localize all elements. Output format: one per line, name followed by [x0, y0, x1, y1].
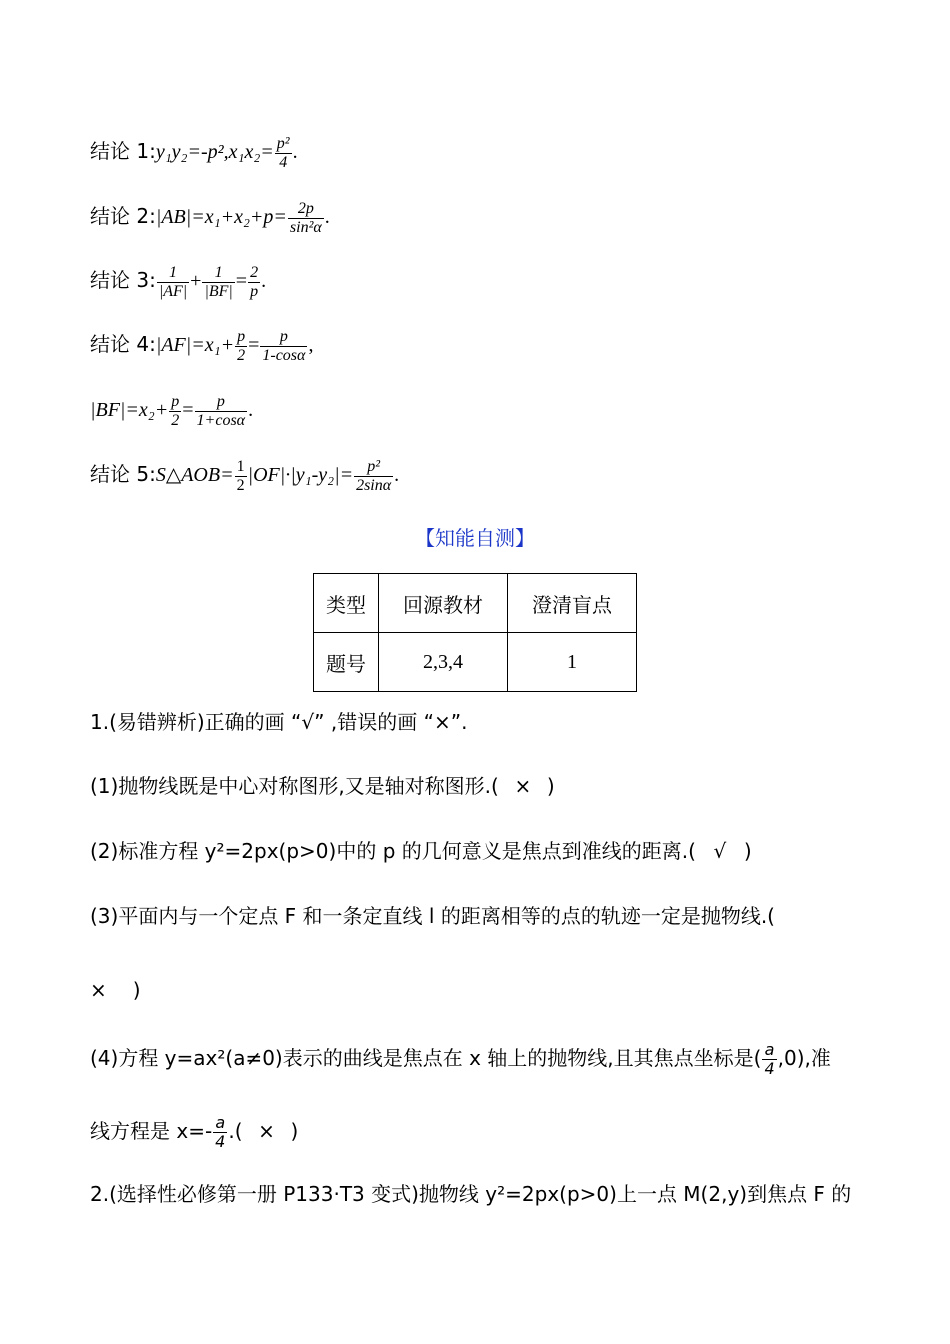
formula-text: |BF|=x₂+	[90, 399, 169, 422]
answer-mark: ×	[258, 1119, 275, 1143]
fraction: $\frac{1}{2}$	[236, 458, 245, 494]
conclusion-5: 结论 5:S△AOB= $\frac{1}{2}$ |OF|·|y₁-y₂|= $\frac{\text{p²}}{2\sin\alpha}$ .	[90, 458, 400, 494]
answer-mark: ×	[90, 978, 107, 1002]
formula-text: y₁y₂=-p²,x₁x₂=	[155, 141, 274, 164]
question-type-table	[313, 573, 637, 692]
conclusion-1: 结论 1:y₁y₂=-p²,x₁x₂= $\frac{\text{p²}}{4}$ .	[90, 135, 298, 171]
fraction: $\frac{\text{p²}}{2\sin\alpha}$	[356, 458, 392, 494]
fraction: $\frac{2}{p}$	[250, 264, 259, 300]
fraction: $\frac{p}{1-\cos\alpha}$	[262, 328, 306, 364]
answer-mark: √	[713, 839, 727, 863]
conclusion-label: 结论 5:	[90, 462, 156, 487]
fraction: $\frac{1}{|AF|}$	[158, 264, 188, 300]
question-1-item-2: (2)标准方程 y²=2px(p>0)中的 p 的几何意义是焦点到准线的距离.( √ )	[90, 839, 752, 863]
fraction: $\frac{2p}{\text{sin²α}}$	[289, 200, 322, 236]
question-2: 2.(选择性必修第一册 P133·T3 变式)抛物线 y²=2px(p>0)上一点 M(2,y)到焦点 F 的	[90, 1182, 852, 1206]
section-heading: 【知能自测】	[415, 526, 535, 550]
fraction: $\frac{p}{1+\cos\alpha}$	[196, 393, 246, 429]
question-1-item-4-continued: 线方程是 x=- $\frac{a}{4}$ .( × )	[90, 1113, 299, 1151]
fraction: $\frac{\text{p²}}{4}$	[276, 135, 290, 171]
question-1-intro: 1.(易错辨析)正确的画 “√” ,错误的画 “×”.	[90, 710, 468, 734]
conclusion-label: 结论 3:	[90, 268, 156, 293]
conclusion-label: 结论 1:	[90, 139, 156, 164]
table-cell: 1	[508, 633, 637, 692]
table-cell: 2,3,4	[379, 633, 508, 692]
question-1-item-4: (4)方程 y=ax²(a≠0)表示的曲线是焦点在 x 轴上的抛物线,且其焦点坐标是( $\frac{a}{4}$ ,0),准	[90, 1040, 831, 1078]
table-row	[314, 633, 637, 692]
table-header-cell: 类型	[314, 574, 379, 633]
formula-text: |AF|=x₁+	[155, 334, 235, 357]
table-header-cell: 澄清盲点	[508, 574, 637, 633]
table-row	[314, 574, 637, 633]
conclusion-4: 结论 4:|AF|=x₁+ $\frac{p}{2}$ = $\frac{p}{1-\cos\alpha}$ ,	[90, 328, 314, 364]
formula-text: S△AOB=	[155, 464, 234, 487]
question-1-item-3-answer: × )	[90, 978, 141, 1002]
table-cell: 题号	[314, 633, 379, 692]
conclusion-2: 结论 2:|AB|=x₁+x₂+p= $\frac{2p}{\text{sin²α}}$ .	[90, 200, 330, 236]
formula-text: |AB|=x₁+x₂+p=	[155, 206, 287, 229]
answer-mark: ×	[514, 774, 532, 798]
conclusion-label: 结论 4:	[90, 332, 156, 357]
conclusion-label: 结论 2:	[90, 204, 156, 229]
fraction: $\frac{a}{4}$	[764, 1040, 775, 1078]
fraction: $\frac{a}{4}$	[215, 1113, 226, 1151]
fraction: $\frac{p}{2}$	[171, 393, 180, 429]
fraction: $\frac{p}{2}$	[237, 328, 246, 364]
fraction: $\frac{1}{|BF|}$	[204, 264, 233, 300]
conclusion-3: 结论 3: $\frac{1}{|AF|}$ + $\frac{1}{|BF|}$ = $\frac{2}{p}$ .	[90, 264, 267, 300]
conclusion-4-continued: |BF|=x₂+ $\frac{p}{2}$ = $\frac{p}{1+\cos\alpha}$ .	[90, 393, 254, 429]
table-header-cell: 回源教材	[379, 574, 508, 633]
question-1-item-3: (3)平面内与一个定点 F 和一条定直线 l 的距离相等的点的轨迹一定是抛物线.(	[90, 904, 775, 928]
formula-text: |OF|·|y₁-y₂|=	[247, 464, 354, 487]
question-1-item-1: (1)抛物线既是中心对称图形,又是轴对称图形.( × )	[90, 774, 555, 798]
